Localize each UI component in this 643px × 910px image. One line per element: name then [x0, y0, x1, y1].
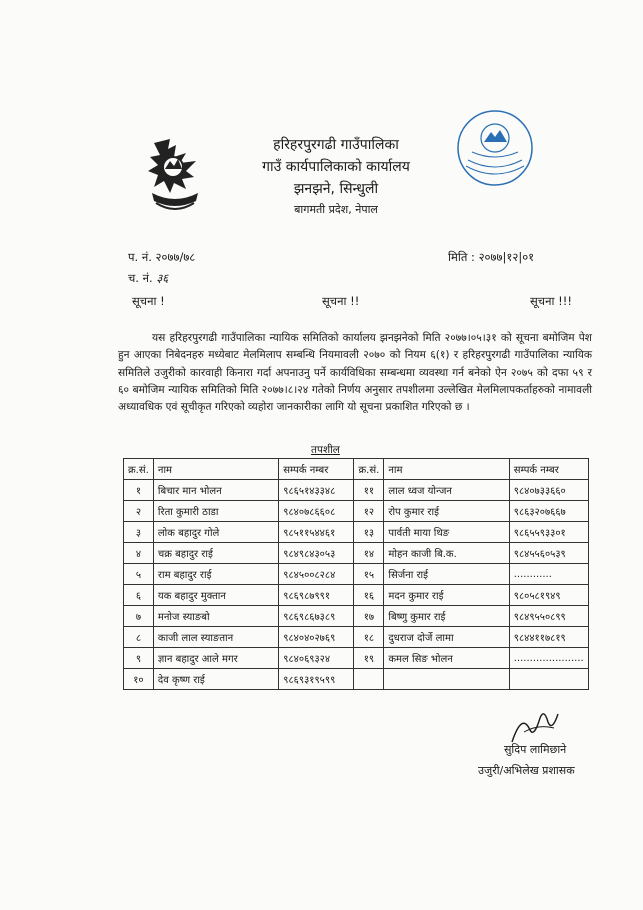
office-location: झनझने, सिन्धुली	[293, 181, 379, 197]
signatory-name: सुदिप लामिछाने	[504, 743, 567, 756]
row-phone	[509, 669, 588, 690]
row-name: चक्र बहादुर राई	[153, 543, 278, 564]
header-sn-1: क्र.सं.	[124, 459, 154, 480]
row-phone: ......................	[509, 648, 588, 669]
row-sn: ६	[124, 585, 154, 606]
row-name: रिता कुमारी ठाडा	[153, 501, 278, 522]
row-phone: ९८४०६९३२४	[279, 648, 354, 669]
row-phone: ९८४४११७८१९	[509, 627, 588, 648]
notice-center: सूचना !!	[322, 294, 360, 308]
header-phone-2: सम्पर्क नम्बर	[509, 459, 588, 480]
row-phone: ९८६५१४३३४८	[279, 480, 354, 501]
row-name: लाल ध्वज योन्जन	[384, 480, 509, 501]
row-sn: ३	[124, 522, 154, 543]
row-sn: ८	[124, 627, 154, 648]
office-name: गाउँ कार्यपालिकाको कार्यालय	[262, 159, 410, 175]
table-row	[124, 669, 589, 690]
notice-left: सूचना !	[132, 294, 165, 308]
row-sn: ५	[124, 564, 154, 585]
table-row	[124, 480, 589, 501]
header-sn-2: क्र.सं.	[354, 459, 384, 480]
row-phone: ९८४०७८६६०८	[279, 501, 354, 522]
nepal-emblem-icon	[146, 135, 204, 221]
row-phone: ९८४५५६०५३९	[509, 543, 588, 564]
row-name: सिर्जना राई	[384, 564, 509, 585]
row-name: कमल सिङ भोलन	[384, 648, 509, 669]
row-name	[384, 669, 509, 690]
row-phone: ९८६९८७९९१	[279, 585, 354, 606]
row-phone: ९८६९८६७३८९	[279, 606, 354, 627]
table-row	[124, 543, 589, 564]
row-sn: १६	[354, 585, 384, 606]
row-sn: २	[124, 501, 154, 522]
cha-number-value: ३६	[156, 271, 169, 285]
notice-paragraph: यस हरिहरपुरगढी गाउँपालिका न्यायिक समितिको कार्यालय झनझनेको मिति २०७७।०५।३१ को सूचना बमोजिम पेश हुन आएका निबेदनहरु मध्येबाट मेलमिलाप सम्बन्धि नियमावली २०७० को नियम ६(१) र हरिहरपुरगढी गाउँपालिका न्यायिक समितिले उजुरीको कारवाही किनारा गर्दा अपनाउनु पर्ने कार्यविधिका सम्बन्धमा व्यवस्था गर्न बनेको ऐन २०७५ को दफा ५९ र ६० बमोजिम न्यायिक समितिको मिति २०७७।८।२४ गतेको निर्णय अनुसार तपशीलमा उल्लेखित मेलमिलापकर्ताहरुको नामावली अध्यावधिक एवं सूचीकृत गरिएको व्यहोरा जानकारीका लागि यो सूचना प्रकाशित गरिएको छ ।	[118, 332, 592, 414]
table-header-row	[124, 459, 589, 480]
row-sn: १८	[354, 627, 384, 648]
row-sn	[354, 669, 384, 690]
row-sn: १४	[354, 543, 384, 564]
header-name-1: नाम	[153, 459, 278, 480]
row-sn: ७	[124, 606, 154, 627]
row-phone: ९८६३२०७६६७	[509, 501, 588, 522]
row-phone: ९८५११५४४६१	[279, 522, 354, 543]
table-row	[124, 606, 589, 627]
cha-number	[128, 271, 168, 286]
office-header	[236, 134, 436, 220]
row-name: मनोज स्याङबो	[153, 606, 278, 627]
table-row	[124, 522, 589, 543]
date: मिति : २०७७|१२|०१	[448, 250, 535, 264]
row-name: मोहन काजी बि.क.	[384, 543, 509, 564]
row-name: लोक बहादुर गोले	[153, 522, 278, 543]
row-name: यक बहादुर मुक्तान	[153, 585, 278, 606]
row-name: बिष्णु कुमार राई	[384, 606, 509, 627]
table-row	[124, 648, 589, 669]
row-phone: ९८६९३१९५९९	[279, 669, 354, 690]
row-sn: १२	[354, 501, 384, 522]
table-row	[124, 564, 589, 585]
row-phone: ९८४०७३३६६०	[509, 480, 588, 501]
row-name: देव कृष्ण राई	[153, 669, 278, 690]
row-name: दुधराज दोर्जे लामा	[384, 627, 509, 648]
row-sn: १	[124, 480, 154, 501]
row-name: राम बहादुर राई	[153, 564, 278, 585]
row-name: रोप कुमार राई	[384, 501, 509, 522]
row-sn: ९	[124, 648, 154, 669]
row-name: पार्वती माया थिङ	[384, 522, 509, 543]
row-name: बिचार मान भोलन	[153, 480, 278, 501]
cha-number-prefix: च. नं.	[128, 271, 153, 285]
row-phone: ९८४५००८२८४	[279, 564, 354, 585]
row-sn: १९	[354, 648, 384, 669]
row-sn: १५	[354, 564, 384, 585]
header-name-2: नाम	[384, 459, 509, 480]
signatory-title: उजुरी/अभिलेख प्रशासक	[478, 764, 575, 777]
row-sn: ४	[124, 543, 154, 564]
row-name: मदन कुमार राई	[384, 585, 509, 606]
row-name: काजी लाल स्याङतान	[153, 627, 278, 648]
row-sn: ११	[354, 480, 384, 501]
province-country: बागमती प्रदेश, नेपाल	[294, 203, 378, 216]
table-caption: तपशील	[311, 444, 340, 456]
municipality-seal-icon	[454, 108, 536, 188]
row-sn: १७	[354, 606, 384, 627]
row-phone: ९८४०४०२७६९	[279, 627, 354, 648]
row-sn: १०	[124, 669, 154, 690]
table-row	[124, 627, 589, 648]
municipality-name: हरिहरपुरगढी गाउँपालिका	[273, 137, 399, 153]
row-name: ज्ञान बहादुर आले मगर	[153, 648, 278, 669]
table-row	[124, 501, 589, 522]
row-phone: ............	[509, 564, 588, 585]
row-phone: ९८४९८४३०५३	[279, 543, 354, 564]
row-sn: १३	[354, 522, 384, 543]
mediators-table	[123, 458, 589, 690]
notice-right: सूचना !!!	[530, 294, 572, 308]
row-phone: ९८०५८१९४९	[509, 585, 588, 606]
row-phone: ९८६५५९३३०१	[509, 522, 588, 543]
pa-number: प. नं. २०७७/७८	[128, 250, 196, 264]
header-phone-1: सम्पर्क नम्बर	[279, 459, 354, 480]
row-phone: ९८४९५५०८९९	[509, 606, 588, 627]
table-row	[124, 585, 589, 606]
